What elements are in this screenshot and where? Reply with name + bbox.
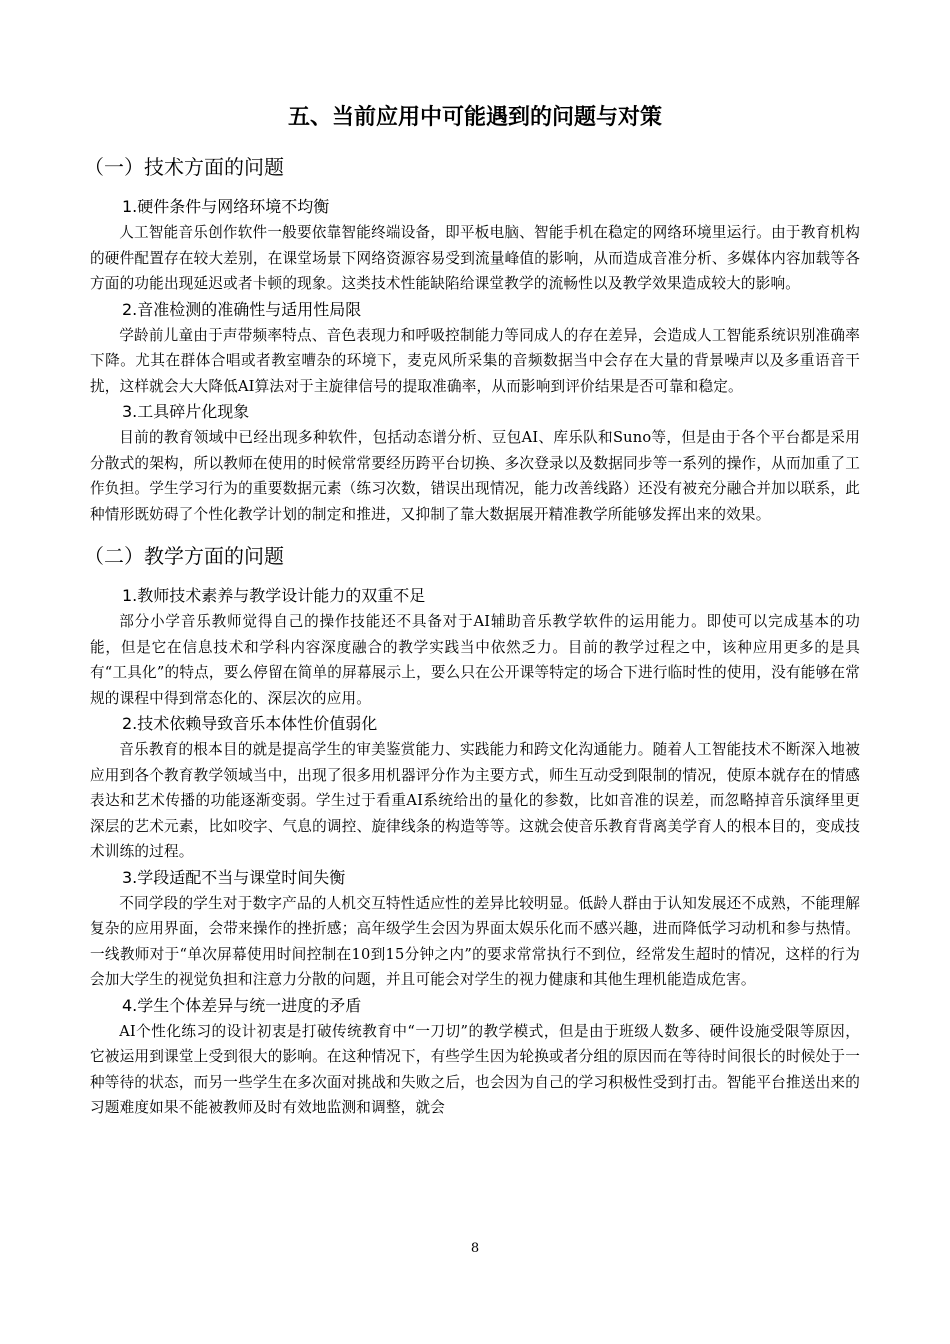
section-heading-technical: （一）技术方面的问题 <box>84 155 284 179</box>
subsection-heading-tech-dependency: 2.技术依赖导致音乐本体性价值弱化 <box>122 714 378 733</box>
paragraph-individual-differences: AI个性化练习的设计初衷是打破传统教育中“一刀切”的教学模式，但是由于班级人数多、硬件设施受限等原因，它被运用到课堂上受到很大的影响。在这种情况下，有些学生因为轮换或者分组的原因而在等待时间很长的时候处于一种等待的状态，而另一些学生在多次面对挑战和失败之后，也会因为自己的学习积极性受到打击。智能平台推送出来的习题难度如果不能被教师及时有效地监测和调整，就会 <box>90 1022 860 1116</box>
subsection-heading-pitch-detection: 2.音准检测的准确性与适用性局限 <box>122 299 362 319</box>
subsection-heading-teacher-skills: 1.教师技术素养与教学设计能力的双重不足 <box>122 586 426 605</box>
page-number: 8 <box>470 1241 480 1256</box>
section-heading-teaching: （二）教学方面的问题 <box>84 544 284 568</box>
paragraph-pitch-detection: 学龄前儿童由于声带频率特点、音色表现力和呼吸控制能力等同成人的存在差异，会造成人工智能系统识别准确率下降。尤其在群体合唱或者教室嘈杂的环境下，麦克风所采集的音频数据当中会存在大量的背景噪声以及多重语音干扰，这样就会大大降低AI算法对于主旋律信号的提取准确率，从而影响到评价结果是否可靠和稳定。 <box>90 326 860 395</box>
page-title: 五、当前应用中可能遇到的问题与对策 <box>287 105 662 130</box>
document-body <box>84 152 860 1121</box>
paragraph-tech-dependency: 音乐教育的根本目的就是提高学生的审美鉴赏能力、实践能力和跨文化沟通能力。随着人工智能技术不断深入地被应用到各个教育教学领域当中，出现了很多用机器评分作为主要方式，师生互动受到限制的情况，使原本就存在的情感表达和艺术传播的功能逐渐变弱。学生过于看重AI系统给出的量化的参数，比如音准的误差，而忽略掉音乐演绎里更深层的艺术元素，比如咬字、气息的调控、旋律线条的构造等等。这就会使音乐教育背离美学育人的根本目的，变成技术训练的过程。 <box>90 741 860 860</box>
paragraph-teacher-skills: 部分小学音乐教师觉得自己的操作技能还不具备对于AI辅助音乐教学软件的运用能力。即使可以完成基本的功能，但是它在信息技术和学科内容深度融合的教学实践当中依然乏力。目前的教学过程之中，该种应用更多的是具有“工具化”的特点，要么停留在简单的屏幕展示上，要么只在公开课等特定的场合下进行临时性的使用，没有能够在常规的课程中得到常态化的、深层次的应用。 <box>90 613 860 707</box>
subsection-heading-grade-adaptation: 3.学段适配不当与课堂时间失衡 <box>122 867 346 887</box>
subsection-heading-hardware-network: 1.硬件条件与网络环境不均衡 <box>122 197 330 216</box>
paragraph-grade-adaptation: 不同学段的学生对于数字产品的人机交互特性适应性的差异比较明显。低龄人群由于认知发展还不成熟，不能理解复杂的应用界面，会带来操作的挫折感；高年级学生会因为界面太娱乐化而不感兴趣，进而降低学习动机和参与热情。一线教师对于“单次屏幕使用时间控制在10到15分钟之内”的要求常常执行不到位，经常发生超时的情况，这样的行为会加大学生的视觉负担和注意力分散的问题，并且可能会对学生的视力健康和其他生理机能造成危害。 <box>90 894 860 988</box>
subsection-heading-individual-differences: 4.学生个体差异与统一进度的矛盾 <box>122 995 362 1015</box>
subsection-heading-tool-fragmentation: 3.工具碎片化现象 <box>122 402 250 421</box>
paragraph-hardware-network: 人工智能音乐创作软件一般要依靠智能终端设备，即平板电脑、智能手机在稳定的网络环境里运行。由于教育机构的硬件配置存在较大差别，在课堂场景下网络资源容易受到流量峰值的影响，从而造成音准分析、多媒体内容加载等各方面的功能出现延迟或者卡顿的现象。这类技术性能缺陷给课堂教学的流畅性以及教学效果造成较大的影响。 <box>90 224 860 292</box>
paragraph-tool-fragmentation: 目前的教育领域中已经出现多种软件，包括动态谱分析、豆包AI、库乐队和Suno等，但是由于各个平台都是采用分散式的架构，所以教师在使用的时候常常要经历跨平台切换、多次登录以及数据同步等一系列的操作，从而加重了工作负担。学生学习行为的重要数据元素（练习次数，错误出现情况，能力改善线路）还没有被充分融合并加以联系，此种情形既妨碍了个性化教学计划的制定和推进，又抑制了靠大数据展开精准教学所能够发挥出来的效果。 <box>90 429 860 523</box>
